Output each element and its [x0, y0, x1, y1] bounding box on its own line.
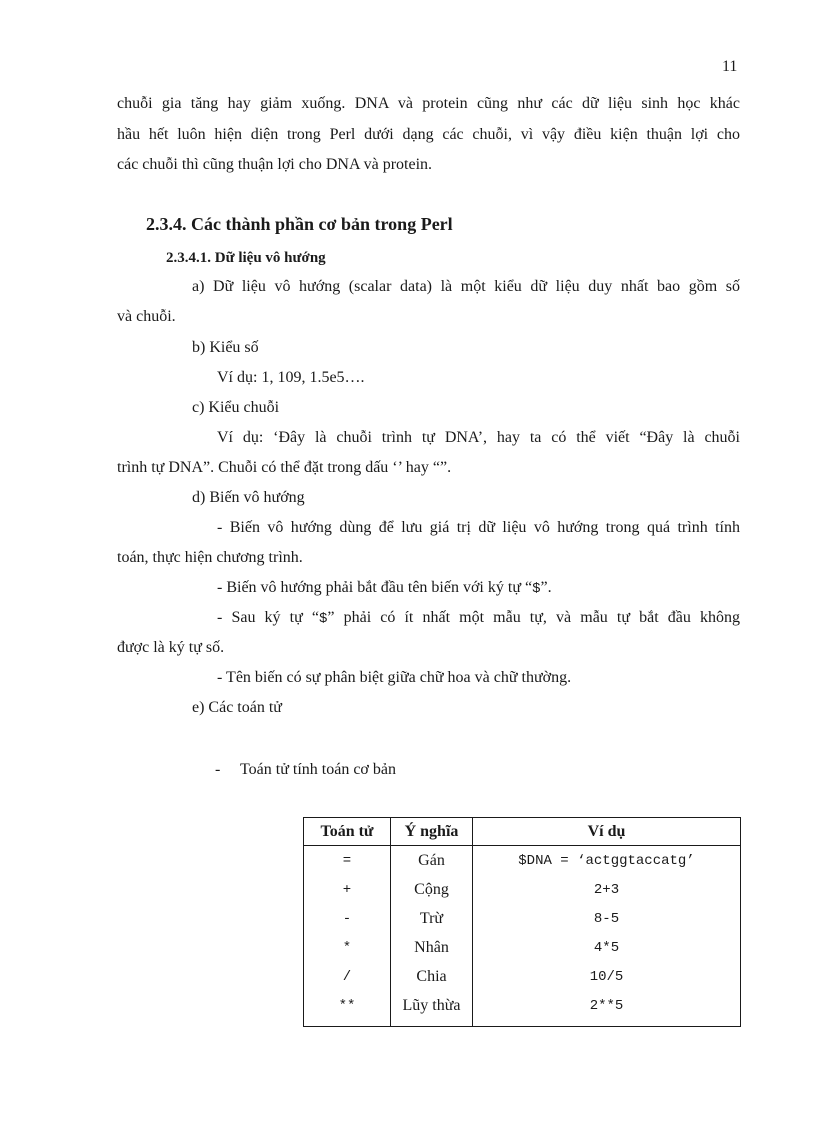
item-d-bullet-2-text: - Biến vô hướng phải bắt đầu tên biến với ký tự “: [217, 579, 533, 596]
item-d-bullet-4: - Tên biến có sự phân biệt giữa chữ hoa và chữ thường.: [217, 669, 572, 686]
example-cell: 4*5: [473, 933, 741, 962]
example-cell: 10/5: [473, 962, 741, 991]
meaning-cell: Trừ: [391, 904, 473, 933]
item-d-bullet-1-line-2: toán, thực hiện chương trình.: [117, 549, 303, 566]
bullet-dash: -: [215, 761, 221, 778]
operator-cell: -: [304, 904, 391, 933]
operators-table: [303, 817, 741, 1027]
item-b-example: Ví dụ: 1, 109, 1.5e5….: [217, 369, 365, 386]
dollar-sign-code: $: [319, 611, 328, 627]
example-cell: 8-5: [473, 904, 741, 933]
item-d-bullet-3: [217, 608, 740, 629]
meaning-cell: Lũy thừa: [391, 991, 473, 1027]
item-d-bullet-2: [217, 578, 552, 599]
table-row: [304, 875, 741, 904]
table-row: [304, 962, 741, 991]
example-cell: $DNA = ‘actggtaccatg’: [473, 846, 741, 876]
meaning-cell: Cộng: [391, 875, 473, 904]
table-row: [304, 904, 741, 933]
item-b-label: b) Kiểu số: [192, 339, 259, 356]
dollar-sign-code: $: [532, 581, 541, 597]
page-number: 11: [722, 58, 738, 75]
operator-cell: /: [304, 962, 391, 991]
meaning-cell: Chia: [391, 962, 473, 991]
operator-cell: +: [304, 875, 391, 904]
section-heading: 2.3.4. Các thành phần cơ bản trong Perl: [146, 214, 453, 234]
header-meaning: Ý nghĩa: [391, 818, 473, 846]
bullet-text: Toán tử tính toán cơ bản: [240, 761, 396, 778]
example-cell: 2+3: [473, 875, 741, 904]
item-a-line-2: và chuỗi.: [117, 308, 176, 325]
item-c-line-2: trình tự DNA”. Chuỗi có thể đặt trong dấu ‘’ hay “”.: [117, 459, 452, 476]
item-d-bullet-2-end: ”.: [540, 579, 552, 596]
item-d-bullet-3-end: ” phải có ít nhất một mẫu tự, và mẫu tự bắt đầu không: [327, 609, 741, 626]
subsection-heading: 2.3.4.1. Dữ liệu vô hướng: [166, 250, 326, 266]
intro-line-3: các chuỗi thì cũng thuận lợi cho DNA và protein.: [117, 156, 433, 173]
operator-cell: **: [304, 991, 391, 1027]
header-operator: Toán tử: [304, 818, 391, 846]
operator-cell: *: [304, 933, 391, 962]
item-d-bullet-1-line-1: - Biến vô hướng dùng để lưu giá trị dữ liệu vô hướng trong quá trình tính: [217, 519, 740, 536]
item-d-bullet-3-line-2: được là ký tự số.: [117, 639, 225, 656]
item-c-line-1: Ví dụ: ‘Đây là chuỗi trình tự DNA’, hay ta có thể viết “Đây là chuỗi: [217, 429, 740, 446]
header-example: Ví dụ: [473, 818, 741, 846]
intro-line-2: hầu hết luôn hiện diện trong Perl dưới dạng các chuỗi, vì vậy điều kiện thuận lợi cho: [117, 126, 740, 143]
table-row: [304, 846, 741, 876]
intro-line-1: chuỗi gia tăng hay giảm xuống. DNA và protein cũng như các dữ liệu sinh học khác: [117, 95, 740, 112]
table-row: [304, 933, 741, 962]
meaning-cell: Nhân: [391, 933, 473, 962]
item-d-bullet-3-text: - Sau ký tự “: [217, 609, 319, 626]
meaning-cell: Gán: [391, 846, 473, 876]
item-e-label: e) Các toán tử: [192, 699, 282, 716]
example-cell: 2**5: [473, 991, 741, 1027]
item-a-line-1: a) Dữ liệu vô hướng (scalar data) là một kiểu dữ liệu duy nhất bao gồm số: [192, 278, 740, 295]
item-d-label: d) Biến vô hướng: [192, 489, 305, 506]
item-c-label: c) Kiểu chuỗi: [192, 399, 280, 416]
table-row: [304, 991, 741, 1027]
operator-cell: =: [304, 846, 391, 876]
table-header-row: [304, 818, 741, 846]
